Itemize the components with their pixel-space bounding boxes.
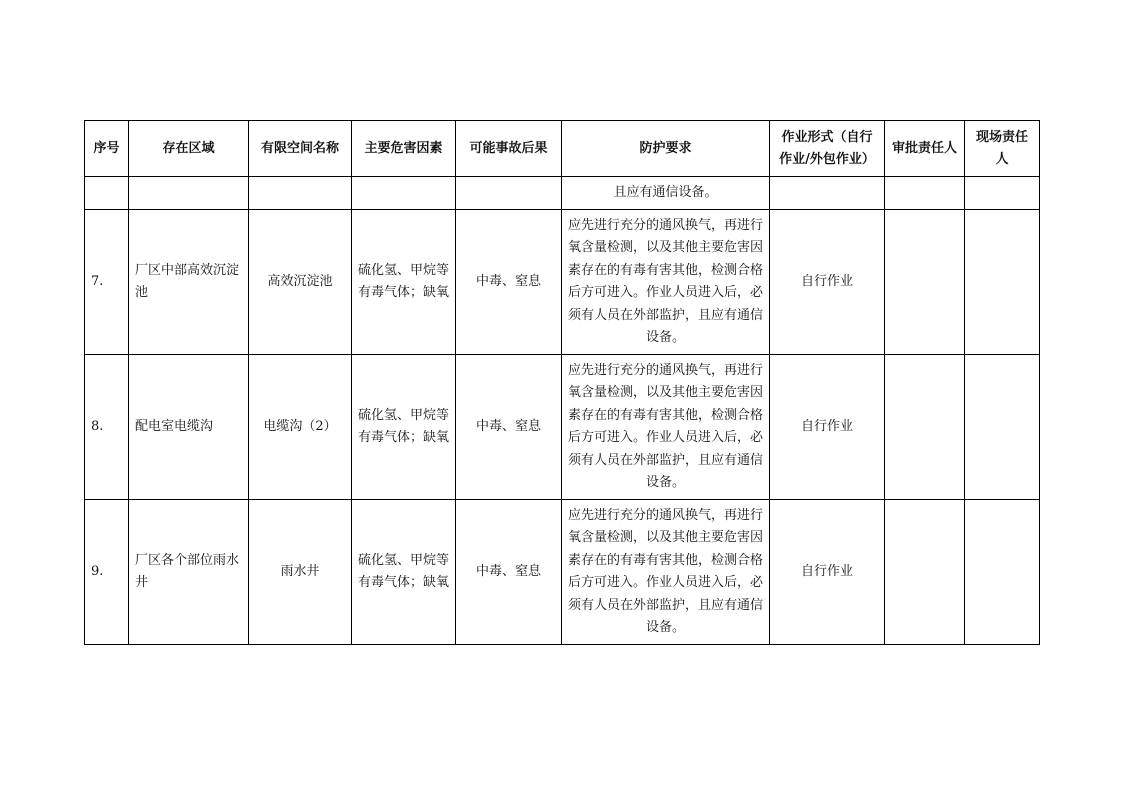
cell-seq <box>85 177 129 210</box>
cell-protection-tail: 且应有通信设备。 <box>562 177 770 210</box>
cell-hazards <box>352 177 456 210</box>
table-row <box>85 500 1040 645</box>
cell-area: 配电室电缆沟 <box>129 355 249 500</box>
cell-site-manager <box>965 355 1040 500</box>
table-row <box>85 210 1040 355</box>
cell-approver <box>885 210 965 355</box>
header-seq: 序号 <box>85 121 129 177</box>
cell-site-manager <box>965 500 1040 645</box>
cell-area <box>129 177 249 210</box>
cell-consequences: 中毒、窒息 <box>456 500 562 645</box>
cell-approver <box>885 500 965 645</box>
cell-protection: 应先进行充分的通风换气，再进行氧含量检测，以及其他主要危害因素存在的有毒有害其他，检测合格后方可进入。作业人员进入后，必须有人员在外部监护，且应有通信设备。 <box>562 210 770 355</box>
cell-work-form: 自行作业 <box>770 355 885 500</box>
cell-work-form: 自行作业 <box>770 500 885 645</box>
cell-space-name: 高效沉淀池 <box>249 210 352 355</box>
cell-approver <box>885 177 965 210</box>
cell-seq: 8. <box>85 355 129 500</box>
table-header-row <box>85 121 1040 177</box>
cell-protection: 应先进行充分的通风换气，再进行氧含量检测，以及其他主要危害因素存在的有毒有害其他，检测合格后方可进入。作业人员进入后，必须有人员在外部监护，且应有通信设备。 <box>562 500 770 645</box>
cell-consequences <box>456 177 562 210</box>
table-row <box>85 355 1040 500</box>
cell-work-form: 自行作业 <box>770 210 885 355</box>
cell-seq: 7. <box>85 210 129 355</box>
cell-consequences: 中毒、窒息 <box>456 355 562 500</box>
cell-seq: 9. <box>85 500 129 645</box>
header-protection: 防护要求 <box>562 121 770 177</box>
cell-protection: 应先进行充分的通风换气，再进行氧含量检测，以及其他主要危害因素存在的有毒有害其他，检测合格后方可进入。作业人员进入后，必须有人员在外部监护，且应有通信设备。 <box>562 355 770 500</box>
confined-space-table <box>84 120 1040 645</box>
cell-area: 厂区中部高效沉淀池 <box>129 210 249 355</box>
header-consequences: 可能事故后果 <box>456 121 562 177</box>
header-area: 存在区域 <box>129 121 249 177</box>
cell-hazards: 硫化氢、甲烷等有毒气体；缺氧 <box>352 500 456 645</box>
cell-site-manager <box>965 177 1040 210</box>
cell-space-name <box>249 177 352 210</box>
cell-hazards: 硫化氢、甲烷等有毒气体；缺氧 <box>352 210 456 355</box>
cell-area: 厂区各个部位雨水井 <box>129 500 249 645</box>
cell-hazards: 硫化氢、甲烷等有毒气体；缺氧 <box>352 355 456 500</box>
cell-site-manager <box>965 210 1040 355</box>
continuation-row <box>85 177 1040 210</box>
cell-space-name: 电缆沟（2） <box>249 355 352 500</box>
header-space-name: 有限空间名称 <box>249 121 352 177</box>
header-work-form: 作业形式（自行作业/外包作业） <box>770 121 885 177</box>
cell-consequences: 中毒、窒息 <box>456 210 562 355</box>
header-approver: 审批责任人 <box>885 121 965 177</box>
header-hazards: 主要危害因素 <box>352 121 456 177</box>
cell-work-form <box>770 177 885 210</box>
cell-approver <box>885 355 965 500</box>
header-site-manager: 现场责任人 <box>965 121 1040 177</box>
cell-space-name: 雨水井 <box>249 500 352 645</box>
